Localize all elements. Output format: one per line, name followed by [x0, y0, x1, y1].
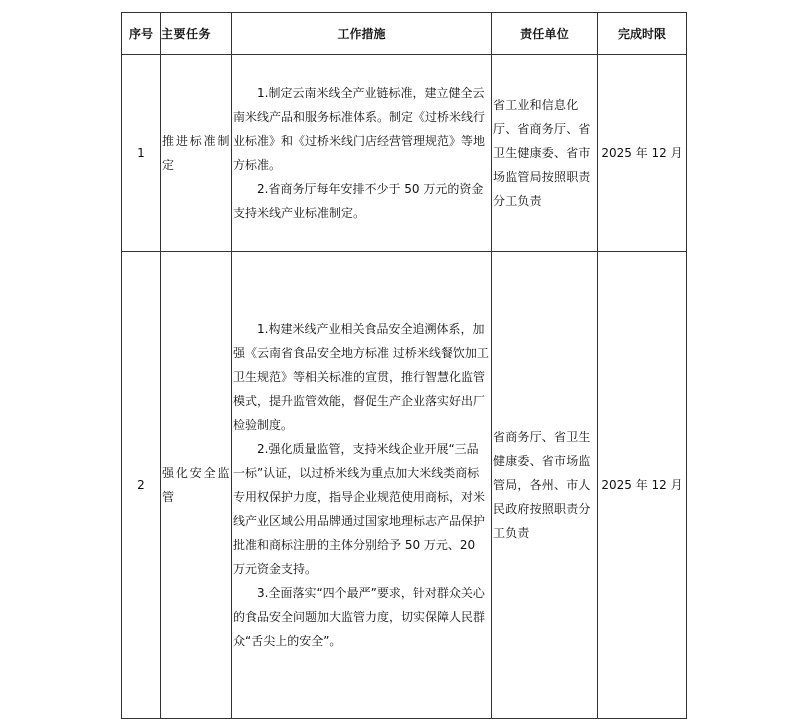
- row-task: 推进标准制定: [161, 55, 232, 252]
- measure-paragraph: 1.制定云南米线全产业链标准，建立健全云南米线产品和服务标准体系。制定《过桥米线行业标准》和《过桥米线门店经营管理规范》等地方标准。: [233, 86, 486, 172]
- measure-paragraph: 3.全面落实“四个最严”要求，针对群众关心的食品安全问题加大监管力度，切实保障人民群众“舌尖上的安全”。: [233, 586, 486, 648]
- header-task: 主要任务: [161, 13, 232, 55]
- header-no: 序号: [122, 13, 161, 55]
- row-measures: [232, 252, 492, 719]
- row-measures: [232, 55, 492, 252]
- table-row: [122, 252, 687, 719]
- header-deadline: 完成时限: [598, 13, 687, 55]
- row-deadline: 2025 年 12 月: [598, 55, 687, 252]
- row-deadline: 2025 年 12 月: [598, 252, 687, 719]
- measure-paragraph: 1.构建米线产业相关食品安全追溯体系，加强《云南省食品安全地方标准 过桥米线餐饮加工卫生规范》等相关标准的宣贯，推行智慧化监管模式，提升监管效能，督促生产企业落实好出厂检验制度。: [233, 322, 489, 432]
- row-task: 强化安全监管: [161, 252, 232, 719]
- row-unit: 省工业和信息化厅、省商务厅、省卫生健康委、省市场监管局按照职责分工负责: [492, 55, 598, 252]
- row-no: 1: [122, 55, 161, 252]
- table-header-row: [122, 13, 687, 55]
- row-unit: 省商务厅、省卫生健康委、省市场监管局，各州、市人民政府按照职责分工负责: [492, 252, 598, 719]
- task-table: [121, 12, 687, 719]
- measure-paragraph: 2.强化质量监管，支持米线企业开展“三品一标”认证，以过桥米线为重点加大米线类商标专用权保护力度，指导企业规范使用商标，对米线产业区域公用品牌通过国家地理标志产品保护批准和商标注册的主体分别给予 50 万元、20 万元资金支持。: [233, 442, 486, 576]
- header-measures: 工作措施: [232, 13, 492, 55]
- table-row: [122, 55, 687, 252]
- measure-paragraph: 2.省商务厅每年安排不少于 50 万元的资金支持米线产业标准制定。: [233, 182, 484, 220]
- header-unit: 责任单位: [492, 13, 598, 55]
- row-no: 2: [122, 252, 161, 719]
